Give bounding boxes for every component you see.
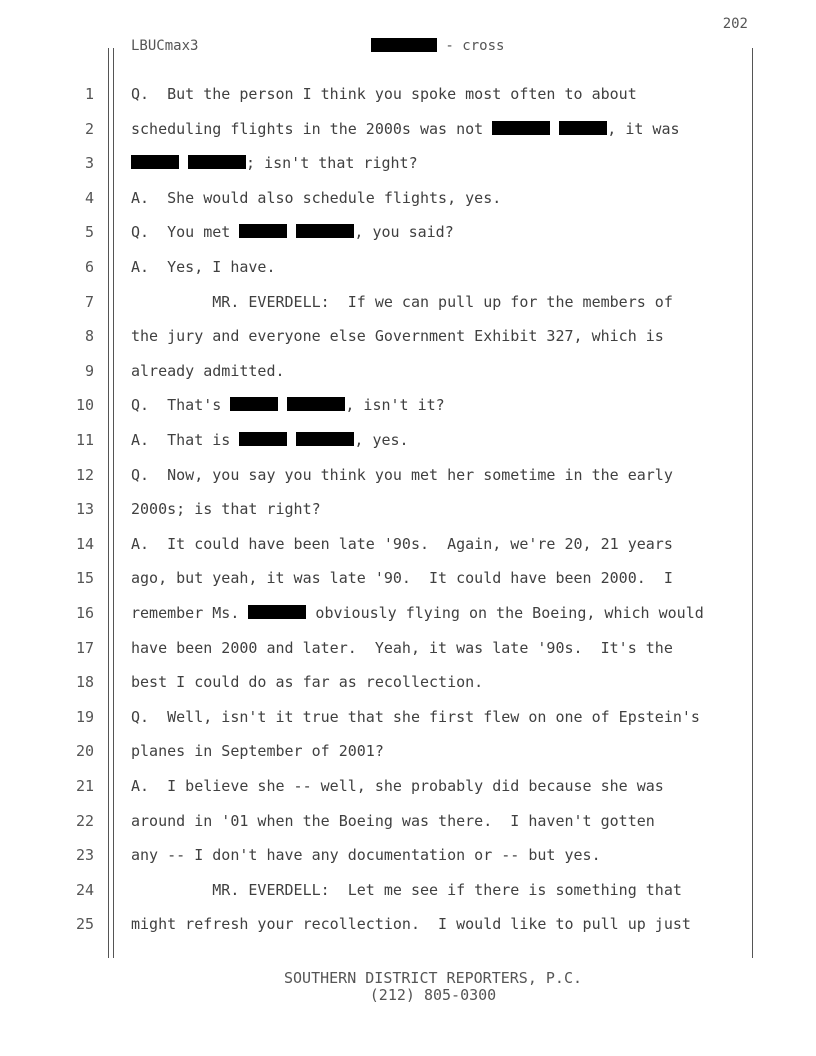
line-text	[131, 154, 418, 172]
line-number: 20	[75, 742, 94, 761]
page-number: 202	[722, 16, 748, 32]
line-text-segment: best I could do as far as recollection.	[131, 673, 484, 692]
line-number: 22	[75, 811, 94, 830]
line-text-segment	[278, 396, 287, 414]
transcript-line	[0, 639, 816, 673]
line-text-segment: A. I believe she -- well, she probably did because she was	[131, 777, 664, 795]
line-number: 6	[84, 258, 94, 276]
line-text-segment: the jury and everyone else Government Exhibit 327, which is	[131, 327, 664, 346]
header-witness	[371, 38, 504, 54]
line-text-segment: Q. Well, isn't it true that she first flew on one of Epstein's	[131, 707, 700, 726]
line-text	[131, 431, 409, 449]
line-text	[131, 293, 673, 311]
line-text	[131, 777, 664, 795]
line-number: 5	[84, 223, 94, 242]
transcript-line	[0, 604, 816, 638]
line-text	[131, 396, 445, 414]
redaction-block	[239, 432, 287, 446]
line-text-segment: , yes.	[354, 431, 409, 449]
footer-phone: (212) 805-0300	[369, 986, 497, 1004]
line-text	[131, 120, 680, 138]
line-text-segment: have been 2000 and later. Yeah, it was late '90s. It's the	[131, 638, 673, 657]
line-text-segment: , isn't it?	[345, 396, 445, 415]
line-text-segment: already admitted.	[131, 361, 285, 380]
line-text-segment	[287, 223, 296, 241]
transcript-line	[0, 466, 816, 500]
transcript-line	[0, 223, 816, 257]
line-text	[131, 258, 276, 276]
line-text-segment: Q. That's	[131, 396, 231, 415]
transcript-line	[0, 881, 816, 915]
line-number: 16	[75, 604, 94, 622]
redaction-block	[492, 121, 550, 135]
line-text-segment: MR. EVERDELL: Let me see if there is something that	[131, 880, 682, 899]
line-text	[131, 85, 637, 103]
line-number: 1	[84, 85, 94, 103]
line-text-segment: scheduling flights in the 2000s was not	[131, 119, 493, 138]
line-text	[131, 708, 700, 726]
line-number: 15	[75, 569, 94, 588]
line-text-segment: around in '01 when the Boeing was there. I haven't gotten	[131, 811, 655, 830]
line-text-segment	[287, 431, 296, 449]
transcript-line	[0, 812, 816, 846]
line-text-segment: obviously flying on the Boeing, which would	[306, 604, 704, 622]
line-text	[131, 846, 601, 864]
line-number: 21	[75, 777, 94, 795]
redaction-block	[230, 397, 278, 411]
transcript-line	[0, 742, 816, 776]
line-number: 9	[84, 361, 94, 380]
line-text	[131, 742, 384, 760]
line-text-segment: remember Ms.	[131, 604, 249, 622]
line-text	[131, 362, 285, 380]
redaction-block	[371, 38, 437, 52]
transcript-line	[0, 327, 816, 361]
transcript-line	[0, 708, 816, 742]
redaction-block	[296, 432, 354, 446]
redaction-block	[559, 121, 607, 135]
line-text	[131, 673, 483, 691]
line-text-segment: any -- I don't have any documentation or -- but yes.	[131, 846, 601, 865]
line-text-segment: A. She would also schedule flights, yes.	[131, 188, 502, 207]
line-text	[131, 500, 321, 518]
line-number: 12	[75, 465, 94, 484]
transcript-line	[0, 154, 816, 188]
transcript-line	[0, 362, 816, 396]
line-text	[131, 915, 691, 933]
line-number: 14	[75, 534, 94, 553]
line-text	[131, 881, 682, 899]
line-number: 19	[75, 707, 94, 726]
transcript-line	[0, 258, 816, 292]
line-text	[131, 639, 673, 657]
line-number: 3	[84, 154, 94, 173]
line-text	[131, 535, 673, 553]
line-number: 8	[84, 327, 94, 346]
line-text-segment: Q. Now, you say you think you met her sometime in the early	[131, 465, 673, 484]
line-text-segment	[179, 154, 188, 172]
line-number: 18	[75, 673, 94, 692]
footer-reporter-name: SOUTHERN DISTRICT REPORTERS, P.C.	[283, 969, 582, 987]
transcript-line	[0, 293, 816, 327]
transcript-line	[0, 777, 816, 811]
line-text	[131, 812, 655, 830]
transcript-line	[0, 85, 816, 119]
line-text-segment: Q. But the person I think you spoke most often to about	[131, 85, 637, 103]
line-text	[131, 466, 673, 484]
header-case-code: LBUCmax3	[131, 38, 199, 54]
line-text-segment: A. It could have been late '90s. Again, we're 20, 21 years	[131, 534, 673, 553]
transcript-line	[0, 915, 816, 949]
line-text	[131, 327, 664, 345]
line-text	[131, 569, 673, 587]
line-number: 17	[75, 638, 94, 657]
line-number: 4	[84, 188, 94, 207]
transcript-line	[0, 846, 816, 880]
line-number: 10	[75, 396, 94, 415]
line-text-segment: A. Yes, I have.	[131, 258, 276, 276]
transcript-line	[0, 396, 816, 430]
line-text-segment: 2000s; is that right?	[131, 500, 321, 519]
footer	[0, 970, 816, 1004]
transcript-line	[0, 500, 816, 534]
redaction-block	[287, 397, 345, 411]
line-number: 24	[75, 880, 94, 899]
line-text-segment	[550, 120, 559, 138]
line-text-segment: Q. You met	[131, 223, 240, 242]
redaction-block	[188, 155, 246, 169]
line-text-segment: , you said?	[354, 223, 454, 242]
redaction-block	[239, 224, 287, 238]
redaction-block	[296, 224, 354, 238]
line-number: 13	[75, 500, 94, 519]
line-text-segment: MR. EVERDELL: If we can pull up for the members of	[131, 292, 673, 311]
transcript-line	[0, 673, 816, 707]
line-text	[131, 189, 501, 207]
redaction-block	[131, 155, 179, 169]
header-examination-type: - cross	[437, 38, 505, 54]
line-text	[131, 604, 704, 622]
transcript-line	[0, 189, 816, 223]
line-number: 2	[84, 119, 94, 138]
line-text	[131, 223, 454, 241]
line-text-segment: A. That is	[131, 431, 240, 449]
line-text-segment: ; isn't that right?	[246, 154, 418, 173]
line-number: 25	[75, 915, 94, 934]
transcript-line	[0, 120, 816, 154]
line-text-segment: planes in September of 2001?	[131, 742, 384, 761]
transcript-line	[0, 569, 816, 603]
line-text-segment: might refresh your recollection. I would like to pull up just	[131, 915, 691, 934]
line-text-segment: ago, but yeah, it was late '90. It could have been 2000. I	[131, 569, 673, 588]
transcript-line	[0, 535, 816, 569]
line-number: 23	[75, 846, 94, 865]
transcript-line	[0, 431, 816, 465]
redaction-block	[248, 605, 306, 619]
line-number: 11	[75, 431, 94, 449]
line-number: 7	[84, 292, 94, 311]
line-text-segment: , it was	[607, 119, 680, 138]
